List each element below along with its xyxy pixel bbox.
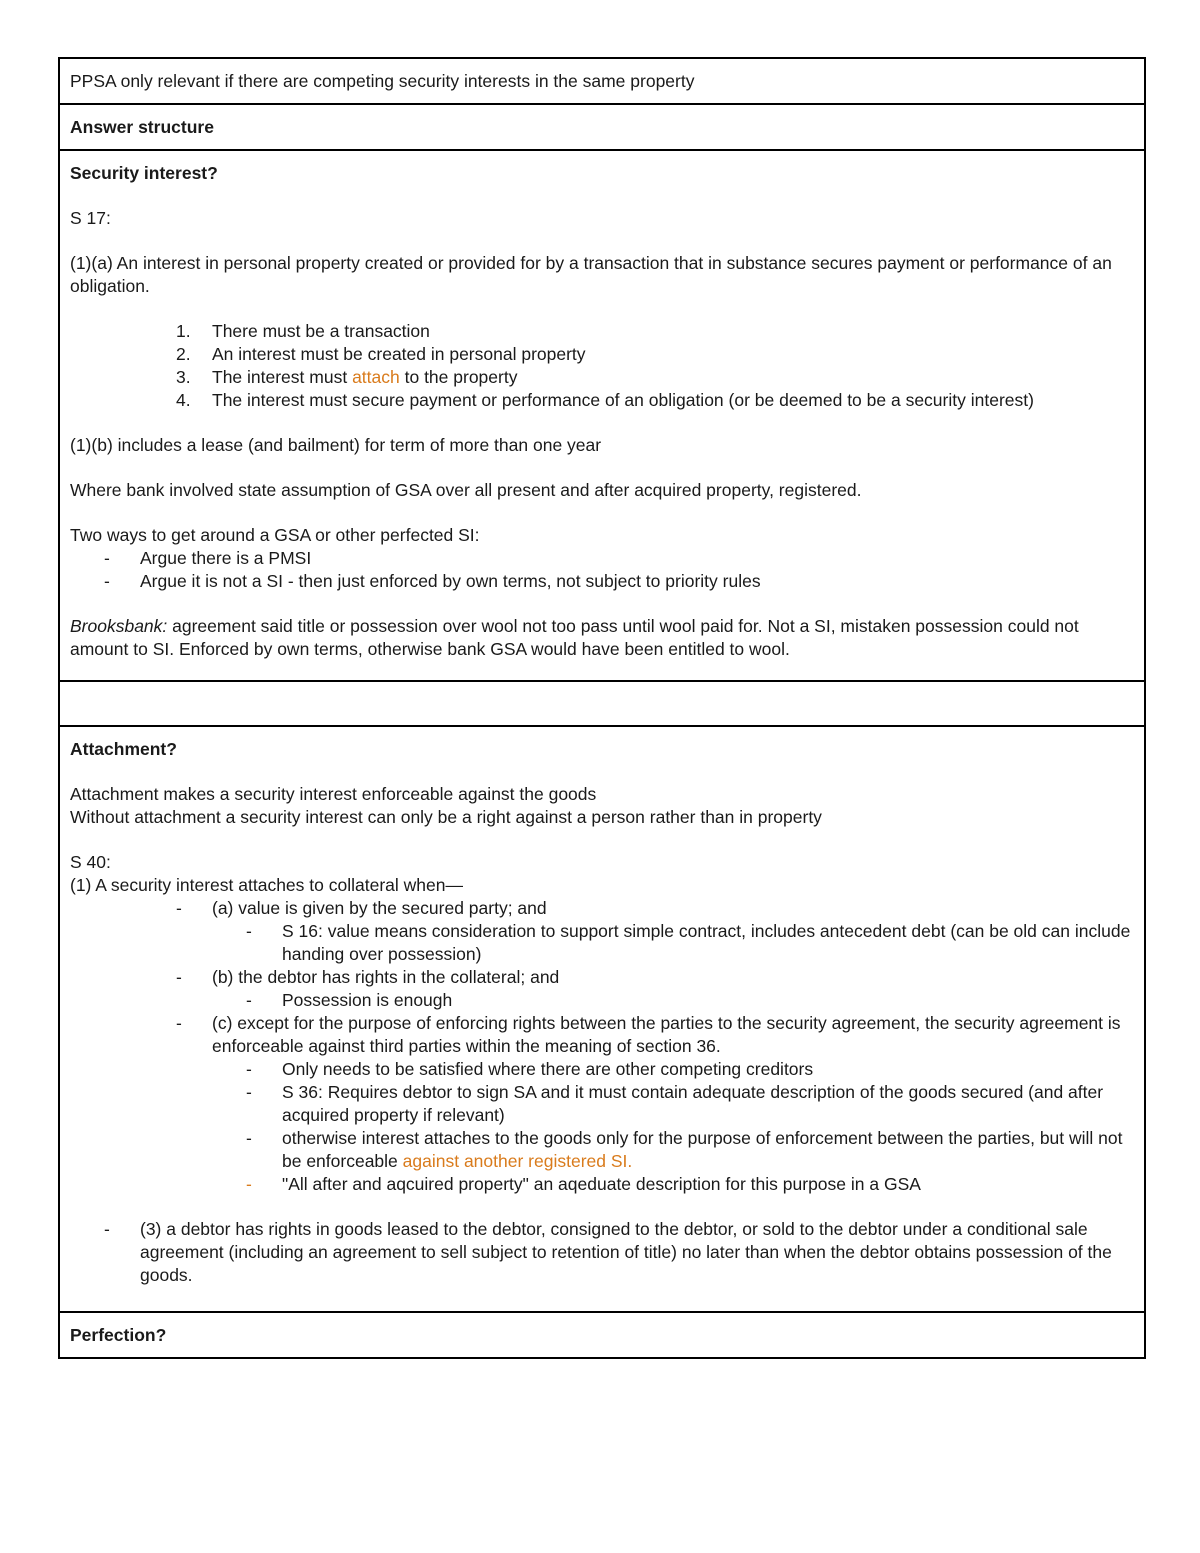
ways-intro: Two ways to get around a GSA or other perfected SI: bbox=[70, 525, 480, 545]
s17-definition-b: (1)(b) includes a lease (and bailment) for term of more than one year bbox=[70, 435, 602, 455]
list-item: 3. The interest must attach to the property bbox=[176, 367, 518, 387]
perfection-heading: Perfection? bbox=[70, 1325, 167, 1345]
perfection-row bbox=[60, 1311, 1144, 1357]
list-item: - S 16: value means consideration to support simple contract, includes antecedent debt (can be old can include handing over possession) bbox=[246, 921, 1131, 964]
list-item: - otherwise interest attaches to the goods only for the purpose of enforcement between the parties, but will not be enforceable against another registered SI. bbox=[246, 1128, 1123, 1171]
registered-si-link[interactable]: against another registered SI. bbox=[402, 1151, 633, 1171]
list-item: - Possession is enough bbox=[246, 990, 453, 1010]
attach-link[interactable]: attach bbox=[352, 367, 400, 387]
attachment-heading: Attachment? bbox=[70, 739, 177, 759]
list-item: - "All after and aqcuired property" an aqeduate description for this purpose in a GSA bbox=[246, 1174, 921, 1194]
empty-row bbox=[60, 680, 1144, 725]
s17-label: S 17: bbox=[70, 208, 111, 228]
attachment-line-2: Without attachment a security interest can only be a right against a person rather than in property bbox=[70, 807, 822, 827]
brooksbank-case: Brooksbank: agreement said title or possession over wool not too pass until wool paid for. Not a SI, mistaken possession could not amount to SI. Enforced by own terms, otherwise bank GSA would have been entitled to wool. bbox=[70, 616, 1079, 659]
s40-subsection-1: (1) A security interest attaches to collateral when— bbox=[70, 875, 463, 895]
attachment-line-1: Attachment makes a security interest enforceable against the goods bbox=[70, 784, 597, 804]
list-item: 1. There must be a transaction bbox=[176, 321, 430, 341]
list-item: - Only needs to be satisfied where there are other competing creditors bbox=[246, 1059, 814, 1079]
list-item: 4. The interest must secure payment or performance of an obligation (or be deemed to be a security interest) bbox=[176, 390, 1034, 410]
intro-row bbox=[60, 59, 1144, 103]
list-item: - Argue it is not a SI - then just enforced by own terms, not subject to priority rules bbox=[104, 571, 761, 591]
answer-structure-row bbox=[60, 103, 1144, 149]
security-heading: Security interest? bbox=[70, 163, 218, 183]
attachment-row bbox=[60, 725, 1144, 1311]
s40-label: S 40: bbox=[70, 852, 111, 872]
case-name: Brooksbank: bbox=[70, 616, 168, 636]
list-item: - S 36: Requires debtor to sign SA and it must contain adequate description of the goods secured (and after acquired property if relevant) bbox=[246, 1082, 1104, 1125]
notes-table bbox=[58, 57, 1146, 1359]
bank-note: Where bank involved state assumption of GSA over all present and after acquired property, registered. bbox=[70, 480, 862, 500]
intro-text: PPSA only relevant if there are competing security interests in the same property bbox=[70, 71, 695, 91]
list-item: - (c) except for the purpose of enforcing rights between the parties to the security agreement, the security agreement is enforceable against third parties within the meaning of section 36. bbox=[176, 1013, 1121, 1056]
s17-definition-a: (1)(a) An interest in personal property created or provided for by a transaction that in substance secures payment or performance of an obligation. bbox=[70, 253, 1112, 296]
answer-structure-heading: Answer structure bbox=[70, 117, 214, 137]
list-item: - (3) a debtor has rights in goods leased to the debtor, consigned to the debtor, or sold to the debtor under a conditional sale agreement (including an agreement to sell subject to retention of title) no later than when the debtor obtains possession of the goods. bbox=[104, 1219, 1112, 1285]
requirements-list bbox=[70, 320, 1134, 412]
list-item: 2. An interest must be created in personal property bbox=[176, 344, 586, 364]
list-item: - (b) the debtor has rights in the collateral; and bbox=[176, 967, 560, 987]
list-item: - (a) value is given by the secured party; and bbox=[176, 898, 547, 918]
list-item: - Argue there is a PMSI bbox=[104, 548, 312, 568]
security-interest-row bbox=[60, 149, 1144, 680]
